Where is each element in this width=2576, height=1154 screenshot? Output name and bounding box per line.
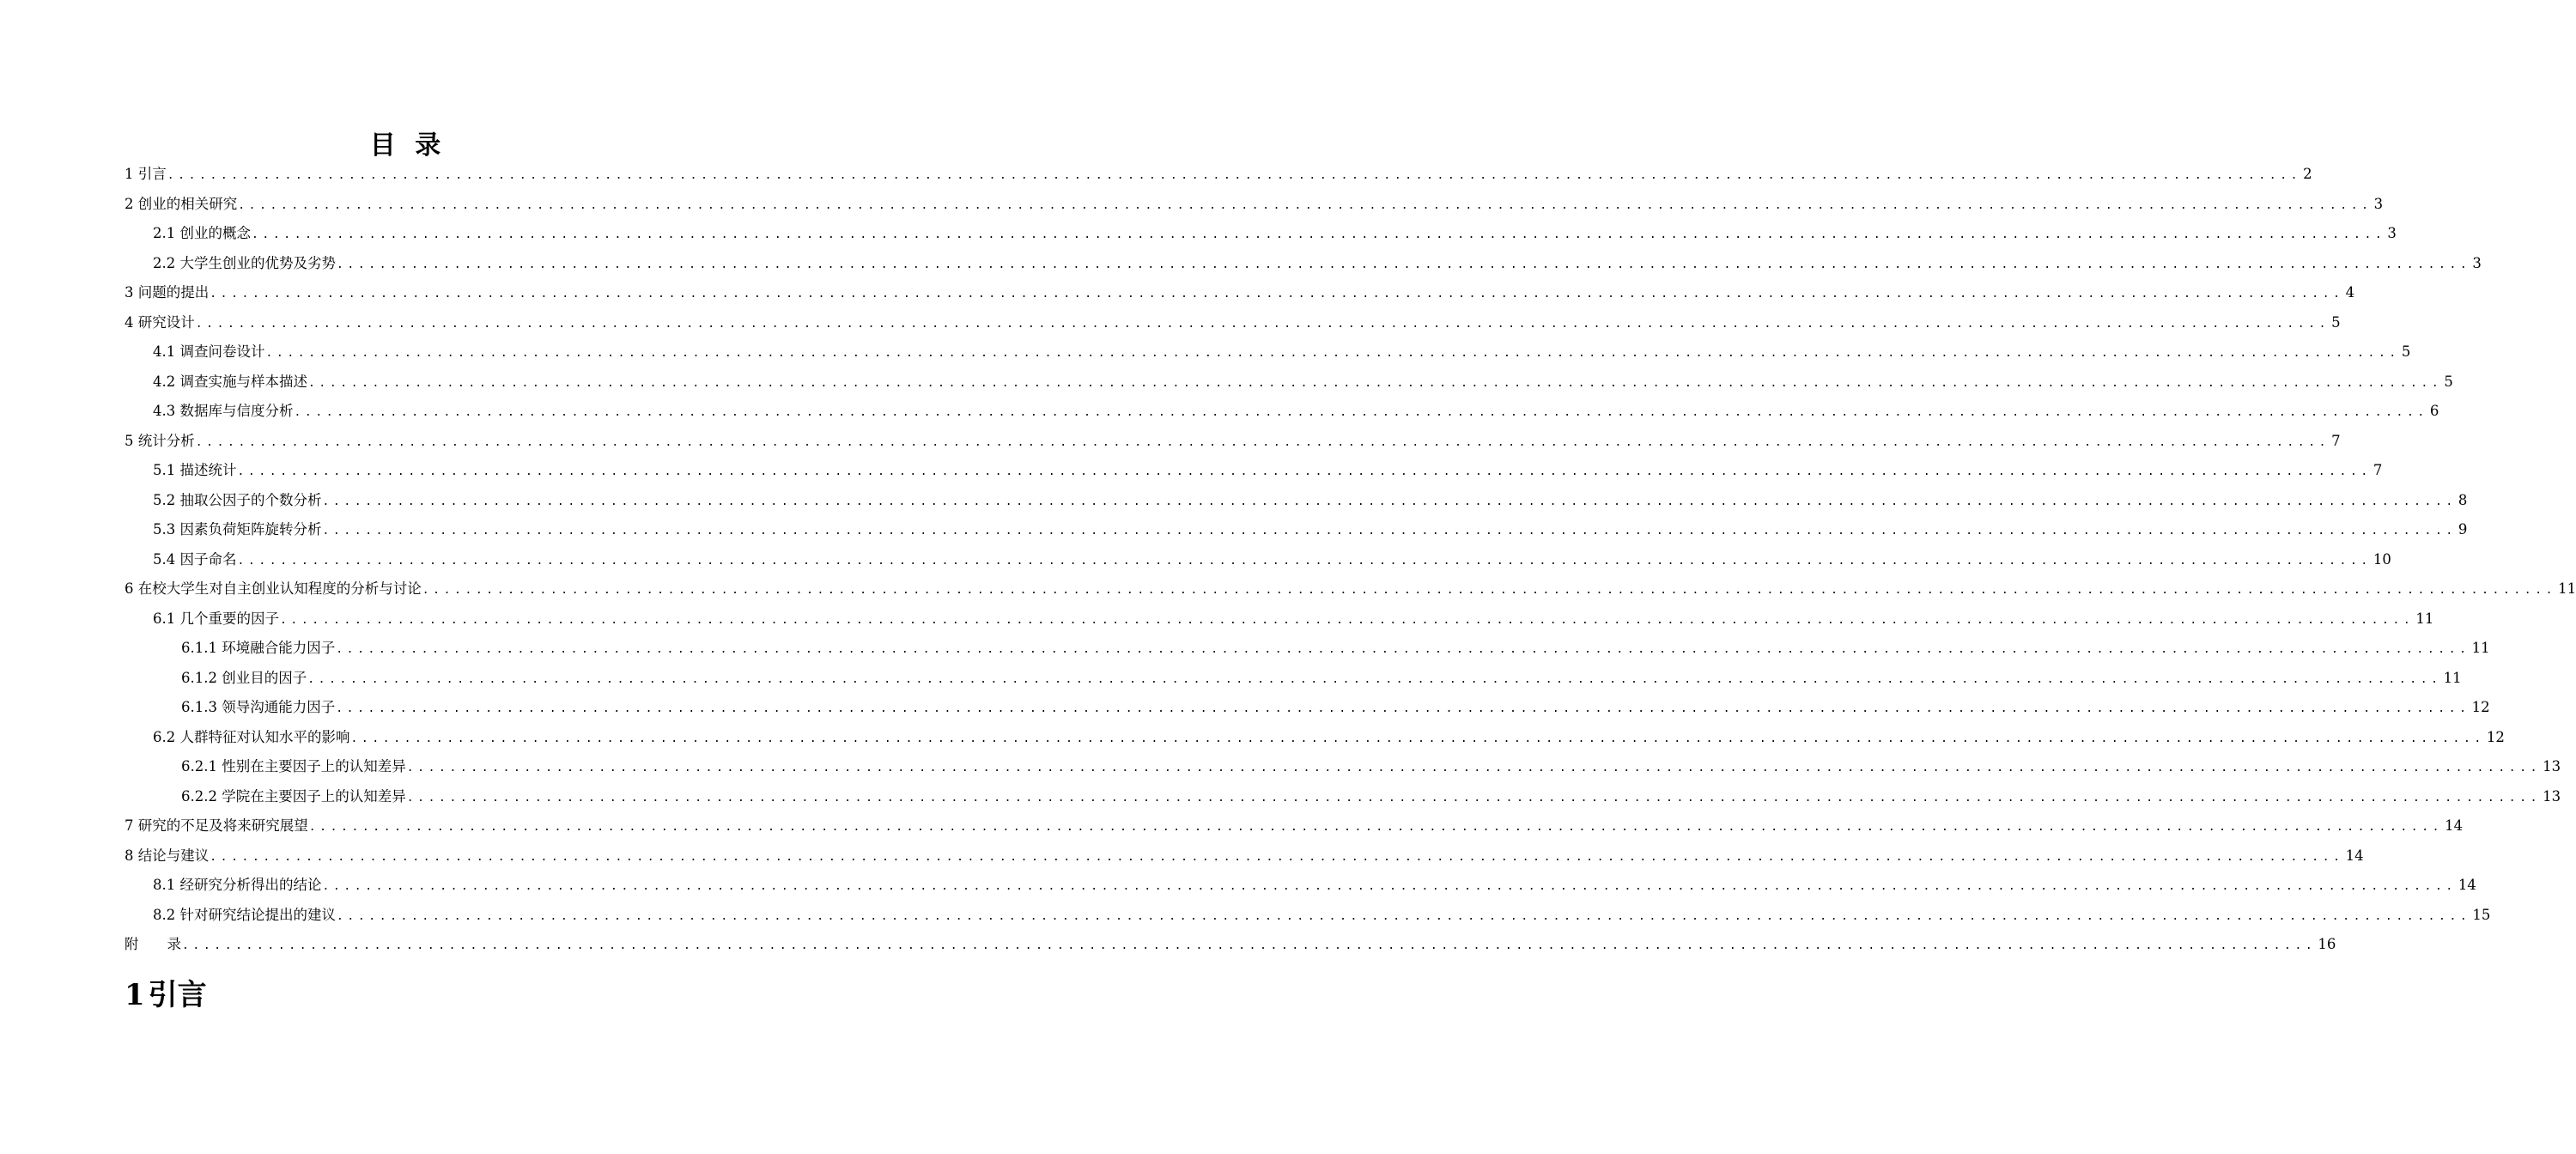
toc-title: 目 录 xyxy=(369,131,447,161)
toc-entry[interactable] xyxy=(125,456,2383,486)
toc-entry-label: 4 研究设计 xyxy=(125,313,195,331)
toc-entry[interactable] xyxy=(125,723,2505,753)
toc-entry[interactable] xyxy=(125,545,2391,575)
toc-dot-leader: ........................................................................................................................................................................................................ xyxy=(322,880,2457,893)
toc-dot-leader: ........................................................................................................................................................................................................ xyxy=(308,821,2444,834)
toc-entry-page-number: 3 xyxy=(2472,254,2482,271)
toc-dot-leader: ........................................................................................................................................................................................................ xyxy=(237,465,2372,478)
toc-dot-leader: ........................................................................................................................................................................................................ xyxy=(322,495,2457,508)
toc-entry-page-number: 5 xyxy=(2401,343,2411,360)
toc-entry[interactable] xyxy=(125,367,2453,398)
toc-dot-leader: ........................................................................................................................................................................................................ xyxy=(238,198,2372,212)
toc-entry-page-number: 11 xyxy=(2558,580,2576,597)
toc-entry[interactable] xyxy=(125,160,2312,190)
toc-entry-label: 5.2 抽取公因子的个数分析 xyxy=(153,491,322,508)
toc-entry-label: 8.1 经研究分析得出的结论 xyxy=(153,877,322,893)
toc-entry-label: 附 录 xyxy=(125,936,181,952)
toc-entry-page-number: 14 xyxy=(2458,877,2476,893)
toc-entry-page-number: 11 xyxy=(2415,610,2434,627)
toc-dot-leader: ........................................................................................................................................................................................................ xyxy=(195,317,2330,331)
toc-entry-label: 8 结论与建议 xyxy=(125,847,210,864)
toc-entry[interactable] xyxy=(125,219,2397,249)
toc-dot-leader: ........................................................................................................................................................................................................ xyxy=(182,939,2317,952)
toc-entry-page-number: 13 xyxy=(2543,758,2561,774)
toc-dot-leader: ........................................................................................................................................................................................................ xyxy=(336,702,2470,715)
toc-entry-page-number: 3 xyxy=(2387,225,2397,241)
toc-entry[interactable] xyxy=(125,604,2434,635)
toc-entry-page-number: 7 xyxy=(2331,432,2341,449)
toc-entry-page-number: 3 xyxy=(2373,195,2384,212)
toc-entry-label: 6.2 人群特征对认知水平的影响 xyxy=(153,728,350,745)
toc-entry[interactable] xyxy=(125,901,2491,931)
toc-dot-leader: ........................................................................................................................................................................................................ xyxy=(210,850,2344,864)
toc-entry[interactable] xyxy=(125,249,2482,279)
toc-entry[interactable] xyxy=(125,515,2468,545)
toc-dot-leader: ........................................................................................................................................................................................................ xyxy=(280,613,2415,627)
toc-entry-page-number: 4 xyxy=(2345,284,2355,301)
toc-entry-label: 8.2 针对研究结论提出的建议 xyxy=(153,906,336,923)
toc-entry[interactable] xyxy=(125,574,2576,604)
toc-entry-label: 6.2.2 学院在主要因子上的认知差异 xyxy=(181,787,406,805)
toc-entry-page-number: 11 xyxy=(2443,669,2462,686)
toc-entry[interactable] xyxy=(125,308,2341,338)
toc-dot-leader: ........................................................................................................................................................................................................ xyxy=(336,643,2470,656)
toc-dot-leader: ........................................................................................................................................................................................................ xyxy=(252,228,2386,241)
toc-dot-leader: ........................................................................................................................................................................................................ xyxy=(167,169,2302,182)
toc-entry-label: 4.1 调查问卷设计 xyxy=(153,343,265,360)
toc-entry-page-number: 7 xyxy=(2372,462,2383,478)
toc-entry-page-number: 5 xyxy=(2444,373,2453,390)
toc-dot-leader: ........................................................................................................................................................................................................ xyxy=(406,762,2542,774)
toc-dot-leader: ........................................................................................................................................................................................................ xyxy=(294,406,2428,419)
toc-entry-page-number: 14 xyxy=(2445,817,2464,834)
toc-entry-label: 5.1 描述统计 xyxy=(153,462,237,478)
toc-entry-page-number: 9 xyxy=(2458,521,2468,538)
toc-entry-label: 6.1.3 领导沟通能力因子 xyxy=(181,699,336,715)
toc-dot-leader: ........................................................................................................................................................................................................ xyxy=(337,258,2471,271)
toc-entry[interactable] xyxy=(125,752,2561,782)
toc-entry[interactable] xyxy=(125,841,2364,872)
toc-entry[interactable] xyxy=(125,397,2439,427)
toc-entry-label: 6.1.2 创业目的因子 xyxy=(181,669,307,686)
toc-entry-label: 2.2 大学生创业的优势及劣势 xyxy=(153,254,336,271)
section-number: 1 xyxy=(125,978,145,1012)
toc-entry-label: 4.2 调查实施与样本描述 xyxy=(153,373,307,390)
toc-entry-page-number: 11 xyxy=(2471,640,2490,656)
toc-dot-leader: ........................................................................................................................................................................................................ xyxy=(406,791,2542,805)
toc-entry-label: 6 在校大学生对自主创业认知程度的分析与讨论 xyxy=(125,580,422,597)
toc-entry-label: 6.1 几个重要的因子 xyxy=(153,610,279,627)
toc-entry-label: 5.3 因素负荷矩阵旋转分析 xyxy=(153,521,322,538)
toc-entry[interactable] xyxy=(125,693,2490,723)
toc-entry[interactable] xyxy=(125,871,2476,901)
toc-entry-page-number: 5 xyxy=(2331,313,2341,331)
section-title: 引言 xyxy=(148,978,207,1012)
toc-entry-page-number: 12 xyxy=(2471,699,2490,715)
toc-dot-leader: ........................................................................................................................................................................................................ xyxy=(195,435,2330,449)
toc-entry-page-number: 14 xyxy=(2345,847,2364,864)
toc-entry-label: 2.1 创业的概念 xyxy=(153,225,251,241)
toc-entry[interactable] xyxy=(125,486,2468,516)
toc-entry[interactable] xyxy=(125,782,2561,812)
toc-entry[interactable] xyxy=(125,190,2384,220)
toc-dot-leader: ........................................................................................................................................................................................................ xyxy=(210,288,2344,301)
toc-entry-page-number: 15 xyxy=(2472,906,2491,923)
toc-entry-page-number: 10 xyxy=(2372,550,2391,568)
toc-entry-label: 3 问题的提出 xyxy=(125,284,210,301)
toc-dot-leader: ........................................................................................................................................................................................................ xyxy=(322,525,2457,538)
toc-entry-page-number: 13 xyxy=(2543,787,2561,805)
toc-entry-label: 5 统计分析 xyxy=(125,432,195,449)
toc-entry-label: 1 引言 xyxy=(125,166,167,182)
toc-entry-page-number: 12 xyxy=(2486,728,2505,745)
section-heading xyxy=(125,975,207,1015)
toc-entry[interactable] xyxy=(125,811,2464,841)
toc-dot-leader: ........................................................................................................................................................................................................ xyxy=(265,347,2400,360)
toc-entry-label: 4.3 数据库与信度分析 xyxy=(153,403,294,419)
toc-entry-label: 6.2.1 性别在主要因子上的认知差异 xyxy=(181,758,406,774)
toc-entry-page-number: 2 xyxy=(2303,166,2312,182)
toc-entry-label: 7 研究的不足及将来研究展望 xyxy=(125,817,308,834)
table-of-contents xyxy=(125,160,2576,960)
toc-dot-leader: ........................................................................................................................................................................................................ xyxy=(350,732,2485,745)
toc-dot-leader: ........................................................................................................................................................................................................ xyxy=(337,909,2471,923)
toc-entry[interactable] xyxy=(125,634,2490,664)
toc-entry[interactable] xyxy=(125,664,2462,694)
toc-entry[interactable] xyxy=(125,930,2336,960)
toc-entry-label: 5.4 因子命名 xyxy=(153,550,237,568)
toc-entry-page-number: 16 xyxy=(2318,936,2336,952)
toc-entry-label: 2 创业的相关研究 xyxy=(125,195,238,212)
toc-entry[interactable] xyxy=(125,278,2355,308)
toc-entry[interactable] xyxy=(125,337,2411,367)
toc-dot-leader: ........................................................................................................................................................................................................ xyxy=(307,672,2442,686)
toc-dot-leader: ........................................................................................................................................................................................................ xyxy=(422,584,2557,597)
toc-entry-page-number: 8 xyxy=(2458,491,2468,508)
toc-dot-leader: ........................................................................................................................................................................................................ xyxy=(237,554,2372,568)
toc-entry-label: 6.1.1 环境融合能力因子 xyxy=(181,640,336,656)
toc-dot-leader: ........................................................................................................................................................................................................ xyxy=(308,376,2443,390)
toc-entry[interactable] xyxy=(125,427,2341,457)
toc-entry-page-number: 6 xyxy=(2429,403,2439,419)
